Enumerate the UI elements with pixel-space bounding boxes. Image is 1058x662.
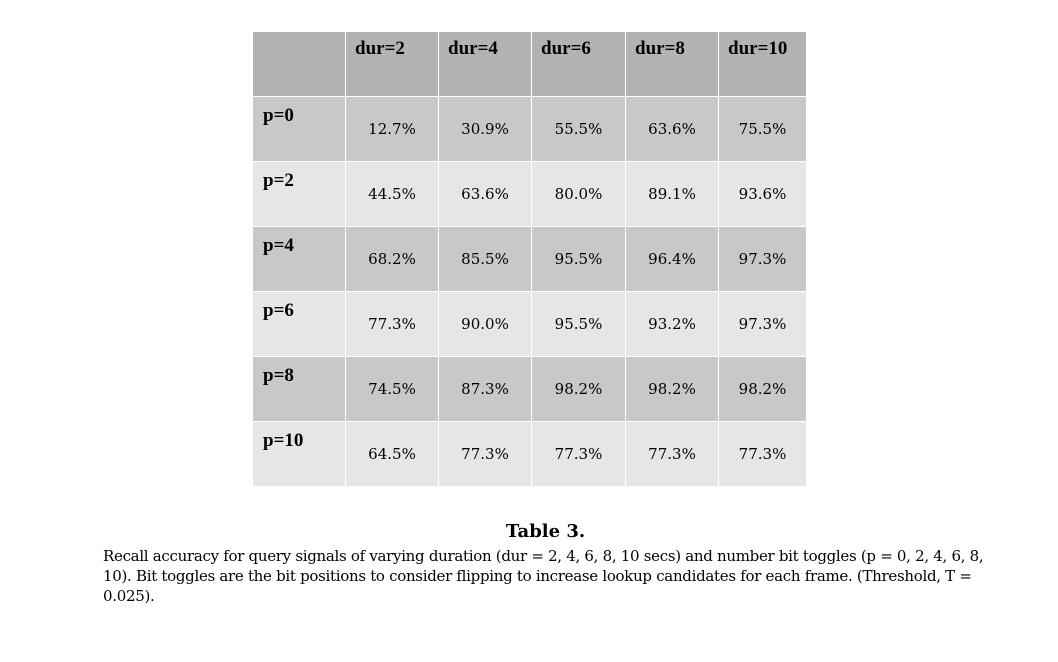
table-row [253, 292, 807, 357]
row-header: p=10 [253, 422, 346, 487]
table-cell: 90.0% [439, 292, 532, 357]
table-cell: 55.5% [532, 97, 626, 162]
table-cell: 30.9% [439, 97, 532, 162]
table-cell: 85.5% [439, 227, 532, 292]
table-cell: 63.6% [626, 97, 719, 162]
table-cell: 89.1% [626, 162, 719, 227]
table-cell: 74.5% [346, 357, 439, 422]
column-header: dur=4 [439, 32, 532, 97]
caption-text: Recall accuracy for query signals of varying duration (dur = 2, 4, 6, 8, 10 secs) and number bit toggles (p = 0, 2, 4, 6, 8, 10). Bit toggles are the bit positions to consider flipping to increase lookup candidates for each frame. (Threshold, T = 0.025). [103, 547, 984, 605]
row-header: p=0 [253, 97, 346, 162]
row-header: p=6 [253, 292, 346, 357]
table-cell: 77.3% [346, 292, 439, 357]
table-cell: 95.5% [532, 227, 626, 292]
table-corner-cell [253, 32, 346, 97]
table-cell: 75.5% [719, 97, 807, 162]
table-row [253, 422, 807, 487]
table-cell: 80.0% [532, 162, 626, 227]
table-cell: 97.3% [719, 292, 807, 357]
column-header: dur=8 [626, 32, 719, 97]
table-cell: 44.5% [346, 162, 439, 227]
table-cell: 96.4% [626, 227, 719, 292]
table-cell: 77.3% [719, 422, 807, 487]
table-cell: 93.2% [626, 292, 719, 357]
row-header: p=8 [253, 357, 346, 422]
table-row [253, 162, 807, 227]
table-cell: 98.2% [719, 357, 807, 422]
table-cell: 12.7% [346, 97, 439, 162]
table-cell: 77.3% [439, 422, 532, 487]
table-cell: 97.3% [719, 227, 807, 292]
column-header: dur=6 [532, 32, 626, 97]
table-row [253, 97, 807, 162]
column-header: dur=10 [719, 32, 807, 97]
table-cell: 68.2% [346, 227, 439, 292]
recall-accuracy-table [252, 31, 807, 487]
table-cell: 98.2% [532, 357, 626, 422]
table-caption [103, 520, 1003, 606]
table-header-row [253, 32, 807, 97]
row-header: p=4 [253, 227, 346, 292]
table-cell: 95.5% [532, 292, 626, 357]
table-cell: 77.3% [532, 422, 626, 487]
table-cell: 93.6% [719, 162, 807, 227]
table-cell: 64.5% [346, 422, 439, 487]
table-cell: 63.6% [439, 162, 532, 227]
row-header: p=2 [253, 162, 346, 227]
table-cell: 98.2% [626, 357, 719, 422]
results-table-container [252, 31, 806, 487]
table-cell: 77.3% [626, 422, 719, 487]
table-row [253, 227, 807, 292]
table-row [253, 357, 807, 422]
table-cell: 87.3% [439, 357, 532, 422]
caption-title: Table 3. [505, 521, 586, 542]
column-header: dur=2 [346, 32, 439, 97]
